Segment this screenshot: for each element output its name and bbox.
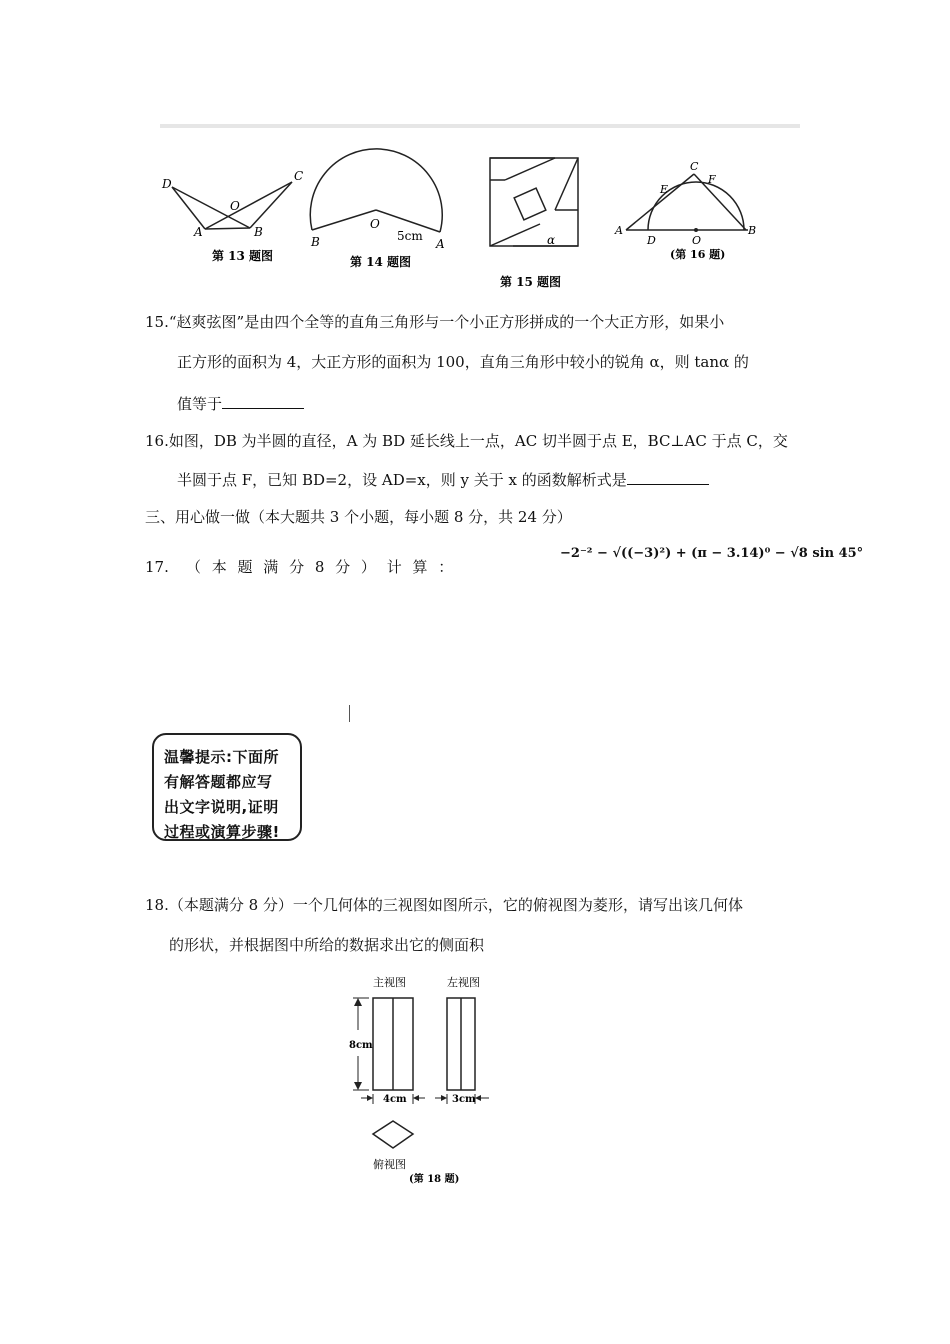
fig18-width-front-label: 4cm	[383, 1094, 407, 1105]
hint-line-4: 过程或演算步骤!	[164, 823, 280, 841]
fig16-caption: (第 16 题)	[670, 248, 726, 261]
fig13-label-c: C	[294, 169, 304, 183]
fig16-label-e: E	[660, 183, 669, 196]
hint-box	[152, 733, 302, 841]
fig18-arrow-left-1	[413, 1095, 419, 1101]
fig16-diagram	[626, 174, 748, 230]
fig16-label-o: O	[692, 234, 702, 247]
fig13-label-d: D	[162, 177, 172, 191]
fig18-arrow-down	[354, 1082, 362, 1090]
q16-line1: 16.如图，DB 为半圆的直径，A 为 BD 延长线上一点，AC 切半圆于点 E，BC⊥AC 于点 C，交	[145, 432, 788, 450]
text-cursor-mark	[349, 705, 350, 722]
fig18-arrow-left-2	[475, 1095, 481, 1101]
fig18-svg	[325, 968, 515, 1193]
q16-line2	[177, 470, 709, 490]
q15-line2: 正方形的面积为 4，大正方形的面积为 100，直角三角形中较小的锐角 α，则 tanα 的	[177, 353, 749, 371]
fig14-label-b: B	[311, 235, 320, 249]
figures-strip	[150, 120, 810, 298]
q15-answer-prompt: 值等于	[177, 395, 223, 413]
fig18-side-label: 左视图	[447, 976, 480, 989]
fig16-center-dot	[694, 228, 698, 232]
q15-answer-blank[interactable]	[222, 394, 304, 409]
q16-answer-blank[interactable]	[627, 470, 709, 485]
figures-strip-svg	[150, 120, 810, 298]
fig18-front-label: 主视图	[373, 976, 406, 989]
section3-title: 三、用心做一做（本大题共 3 个小题，每小题 8 分，共 24 分）	[145, 508, 572, 526]
q18-line1: 18.（本题满分 8 分）一个几何体的三视图如图所示，它的俯视图为菱形，请写出该几何体	[145, 896, 743, 914]
fig18-height-label: 8cm	[349, 1040, 373, 1051]
hint-line-1: 温馨提示:下面所	[164, 748, 279, 766]
fig15-alpha: α	[547, 233, 556, 247]
q17-formula: −2⁻² − √((−3)²) + (π − 3.14)⁰ − √8 sin 45°	[560, 546, 864, 561]
fig15-diagram	[490, 158, 578, 246]
fig18-arrow-up	[354, 998, 362, 1006]
fig18-container	[325, 968, 515, 1193]
q18-line2: 的形状，并根据图中所给的数据求出它的侧面积	[169, 936, 485, 954]
hint-line-2: 有解答题都应写	[164, 773, 273, 791]
q17-number: 17.	[145, 558, 169, 576]
fig13-label-b: B	[254, 225, 263, 239]
fig14-label-o: O	[370, 217, 380, 231]
fig18-caption: (第 18 题)	[409, 1174, 460, 1185]
fig13-caption: 第 13 题图	[212, 249, 274, 263]
fig18-width-side-label: 3cm	[452, 1094, 476, 1105]
fig13-label-a: A	[194, 225, 203, 239]
q15-line1: 15.“赵爽弦图”是由四个全等的直角三角形与一个小正方形拼成的一个大正方形，如果小	[145, 313, 725, 331]
fig18-arrow-right-2	[441, 1095, 447, 1101]
hint-line-3: 出文字说明,证明	[164, 798, 279, 816]
q15-line3	[177, 394, 304, 414]
fig16-label-b: B	[748, 224, 757, 237]
fig16-label-a: A	[615, 224, 623, 237]
fig14-caption: 第 14 题图	[350, 255, 412, 269]
fig18-top-label: 俯视图	[373, 1158, 406, 1171]
q16-answer-prompt: 半圆于点 F，已知 BD=2，设 AD=x，则 y 关于 x 的函数解析式是	[177, 471, 627, 489]
fig13-label-o: O	[230, 199, 240, 213]
fig14-label-a: A	[436, 237, 445, 251]
fig18-arrow-right-1	[367, 1095, 373, 1101]
fig16-label-f: F	[708, 173, 716, 186]
q17-prefix: （ 本 题 满 分 8 分 ） 计 算 ：	[186, 558, 454, 576]
fig16-label-d: D	[647, 234, 656, 247]
fig16-label-c: C	[690, 160, 699, 173]
fig15-caption: 第 15 题图	[500, 275, 562, 289]
fig14-label-len: 5cm	[397, 229, 423, 243]
